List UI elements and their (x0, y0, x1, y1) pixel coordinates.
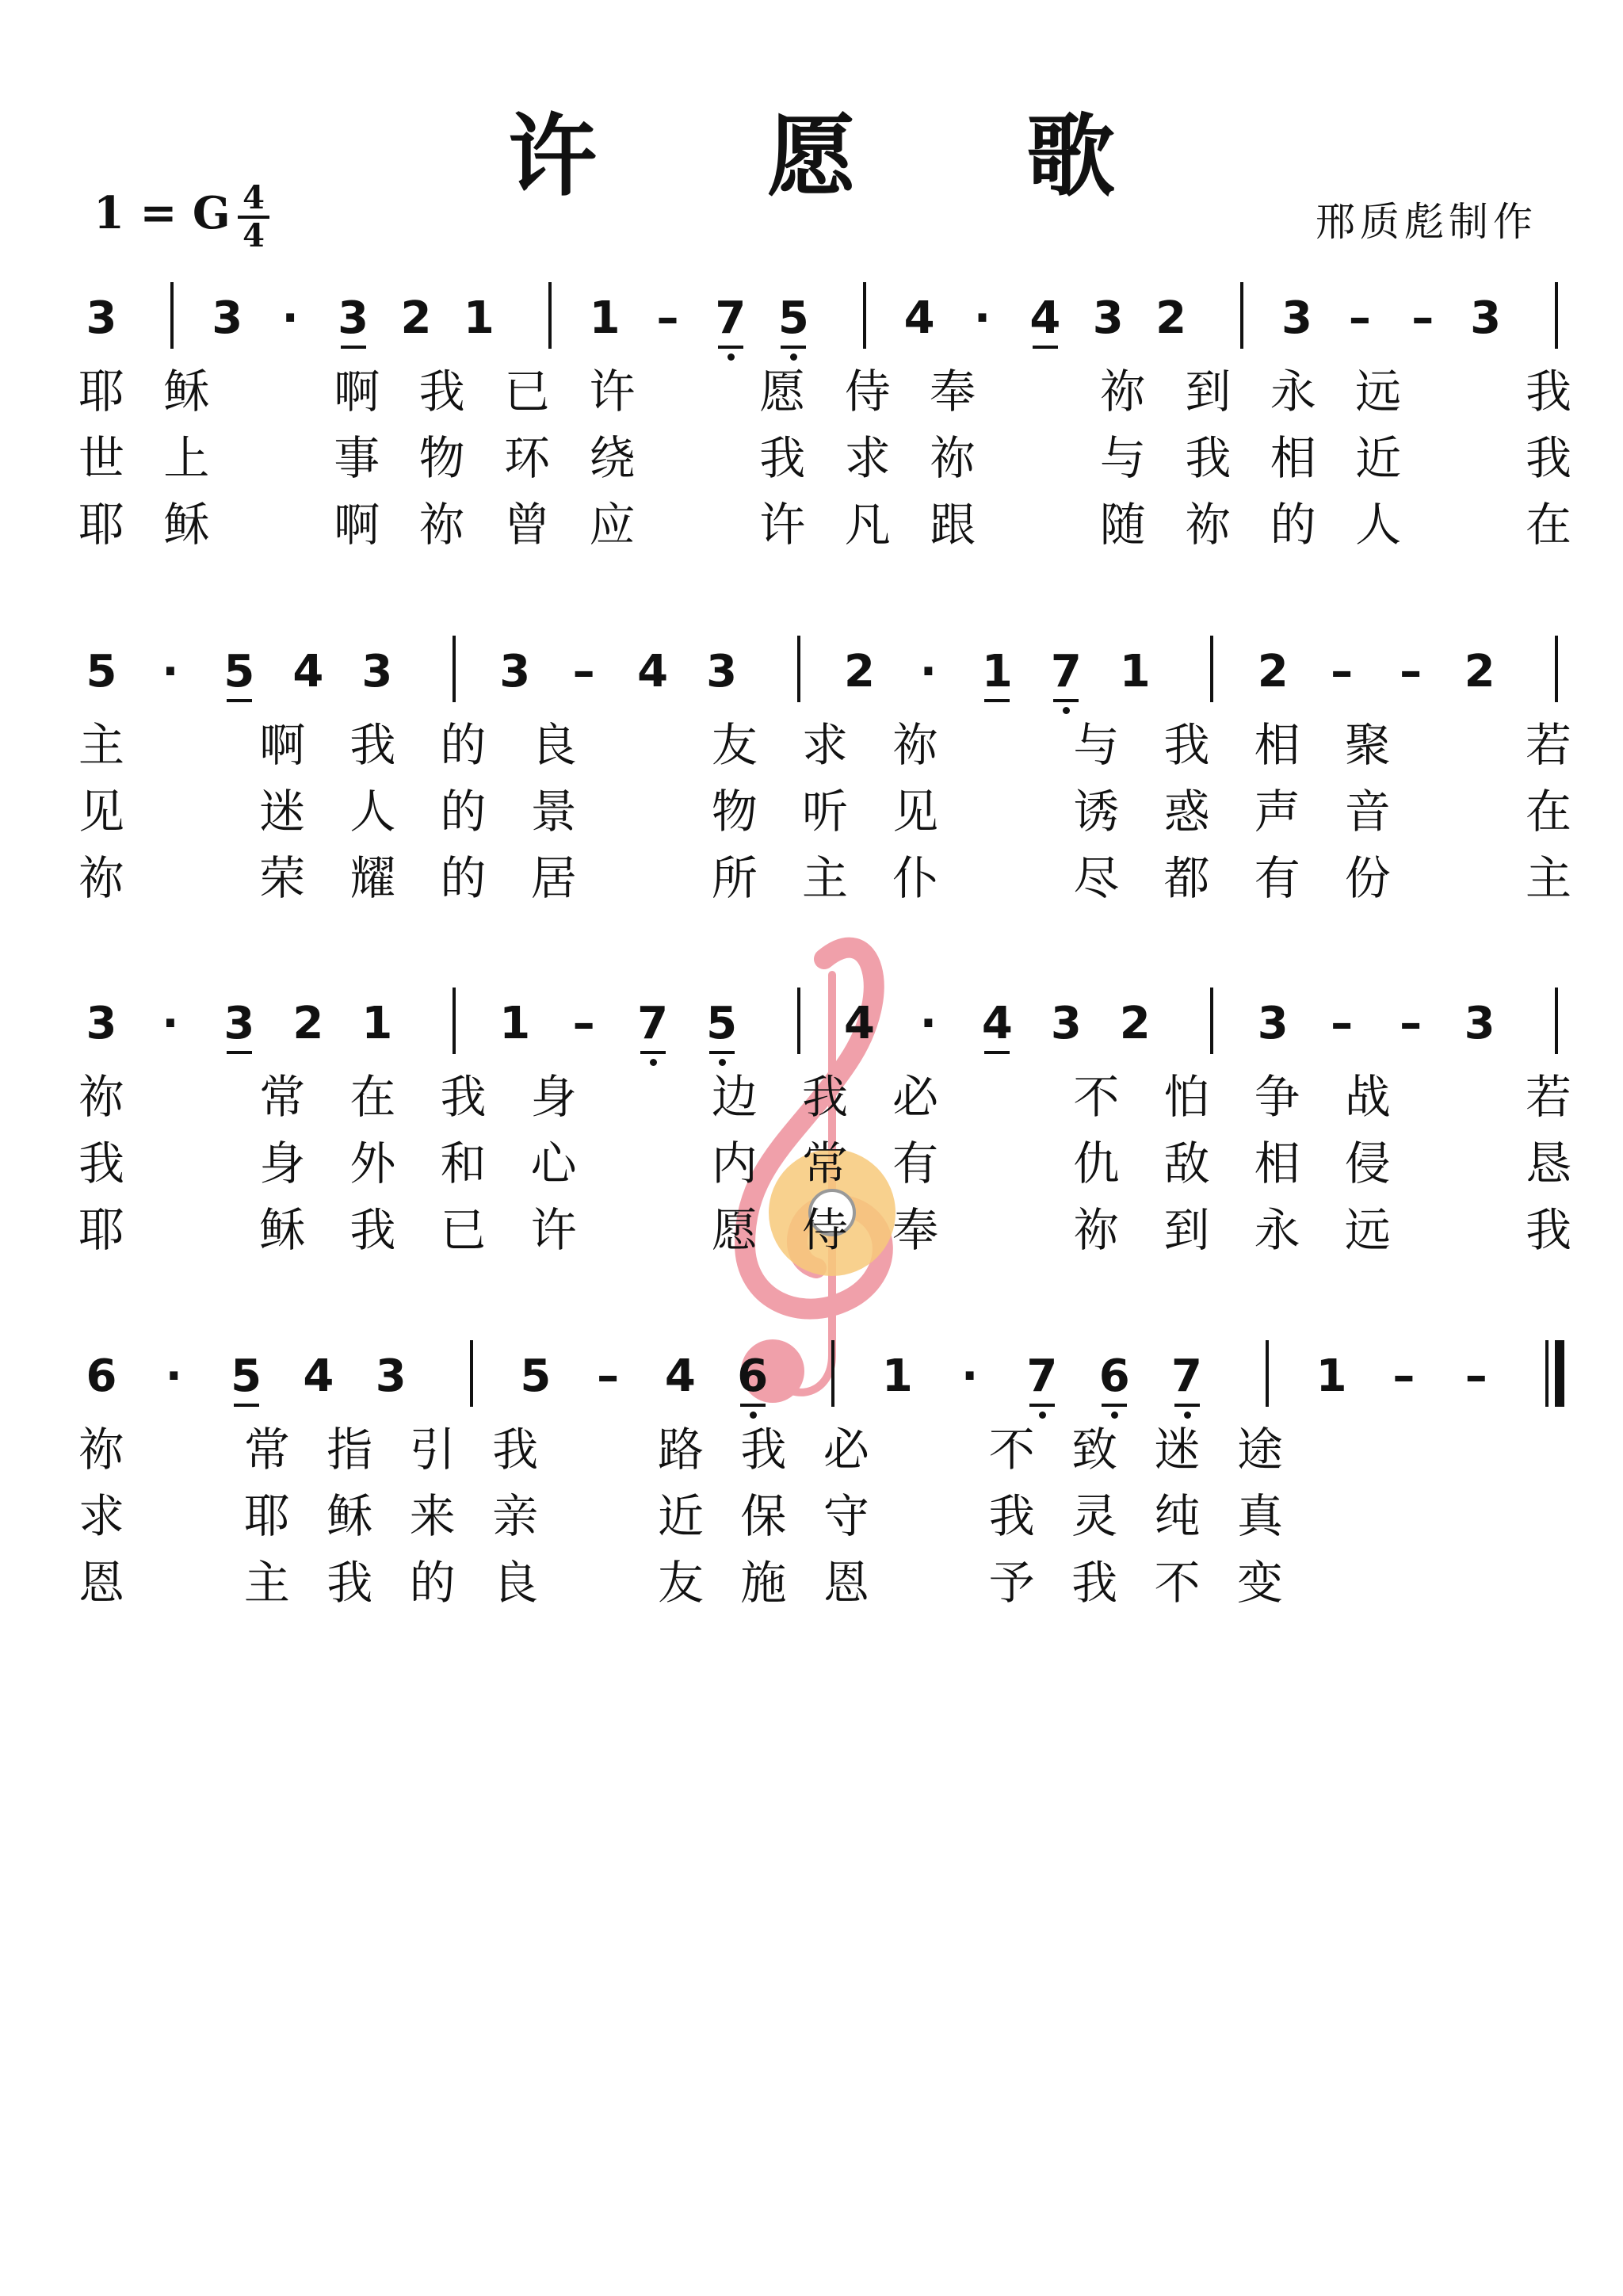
note-number: 3 (1257, 998, 1289, 1049)
lyric-char: 引 (409, 1423, 456, 1477)
lyric-char: 耀 (349, 851, 396, 905)
lower-octave-dot (790, 353, 797, 361)
barline (548, 282, 552, 349)
lyric-char: 祢 (78, 851, 124, 905)
barline (453, 636, 456, 702)
lyric-char: 主 (78, 718, 124, 772)
dash-mark: – (1411, 292, 1434, 344)
lyric-char: 内 (711, 1137, 758, 1190)
note-number: 4 (1022, 295, 1069, 342)
lower-octave-dot (1063, 707, 1070, 714)
dot-mark: · (162, 646, 179, 697)
final-barline-thin (1545, 1340, 1549, 1407)
lyric-char: 若 (1525, 1070, 1571, 1124)
lyric-char: 稣 (163, 365, 210, 418)
lyric-char: 啊 (334, 365, 380, 418)
lower-octave-dot (1039, 1412, 1046, 1419)
lyric-char: 身 (530, 1070, 577, 1124)
lyric-char: 凡 (844, 498, 891, 552)
lyric-char: 主 (1525, 851, 1571, 905)
lyric-char: 曾 (504, 498, 551, 552)
note-number: 1 (881, 1350, 913, 1402)
dot-mark: · (281, 292, 299, 344)
lyric-char: 我 (492, 1423, 539, 1477)
lyric-char: 随 (1099, 498, 1146, 552)
lyric-char: 相 (1254, 1137, 1300, 1190)
lower-octave-dot (1184, 1412, 1191, 1419)
lyric-char: 祢 (1073, 1203, 1120, 1257)
note-number: 5 (216, 648, 263, 696)
dot-mark: · (162, 998, 179, 1049)
lyric-char: 永 (1270, 365, 1316, 418)
lyric-char: 听 (801, 785, 848, 839)
lyric-char: 常 (259, 1070, 306, 1124)
lyric-char: 荣 (259, 851, 306, 905)
note-number: 1 (361, 998, 393, 1049)
lyric-char: 争 (1254, 1070, 1300, 1124)
lyric-char: 恳 (1525, 1137, 1571, 1190)
lyric-char: 惑 (1163, 785, 1210, 839)
lyric-char: 边 (711, 1070, 758, 1124)
lyric-char: 致 (1071, 1423, 1118, 1477)
barline (1266, 1340, 1269, 1407)
lyric-char: 良 (492, 1556, 539, 1610)
note-number: 3 (375, 1350, 407, 1402)
lyric-char: 在 (1525, 498, 1571, 552)
lyric-char: 愿 (711, 1203, 758, 1257)
lyric-char: 景 (530, 785, 577, 839)
lyric-char: 外 (349, 1137, 396, 1190)
lyric-char: 祢 (892, 718, 939, 772)
note-number: 4 (303, 1350, 334, 1402)
note-number: 2 (292, 998, 324, 1049)
lyric-char: 我 (801, 1070, 848, 1124)
dash-mark: – (1400, 646, 1423, 697)
lyric-char: 上 (163, 431, 210, 485)
time-signature-bottom: 4 (242, 217, 265, 254)
lyric-char: 求 (801, 718, 848, 772)
lower-octave-dot (1111, 1412, 1118, 1419)
note-number: 7 (629, 1000, 677, 1048)
lyric-char: 若 (1525, 718, 1571, 772)
note-number: 3 (1470, 292, 1502, 344)
note-number: 7 (1018, 1353, 1066, 1400)
lower-octave-dot (750, 1412, 757, 1419)
note-number: 7 (1042, 648, 1090, 696)
note-number: 6 (86, 1350, 117, 1402)
final-barline-thick (1555, 1340, 1564, 1407)
lyric-char: 的 (440, 785, 487, 839)
lyric-char: 的 (409, 1556, 456, 1610)
barline (831, 1340, 834, 1407)
lyric-char: 绕 (589, 431, 636, 485)
lyric-char: 相 (1270, 431, 1316, 485)
lyric-char: 见 (892, 785, 939, 839)
lyric-char: 啊 (259, 718, 306, 772)
dot-mark: · (165, 1350, 182, 1402)
note-number: 3 (706, 646, 738, 697)
lyric-char: 有 (1254, 851, 1300, 905)
note-number: 6 (729, 1353, 777, 1400)
lyric-char: 近 (657, 1489, 704, 1543)
barline (797, 988, 800, 1054)
dot-mark: · (919, 998, 938, 1049)
lyric-char: 份 (1344, 851, 1391, 905)
note-number: 1 (589, 292, 621, 344)
lyric-char: 奉 (892, 1203, 939, 1257)
lyric-char: 我 (1525, 1203, 1571, 1257)
lyric-char: 常 (243, 1423, 290, 1477)
lyric-char: 人 (349, 785, 396, 839)
note-number: 5 (520, 1350, 552, 1402)
lyric-char: 声 (1254, 785, 1300, 839)
key-signature: 1 = G (94, 187, 231, 239)
lyric-char: 稣 (163, 498, 210, 552)
lyric-char: 怕 (1163, 1070, 1210, 1124)
note-number: 3 (330, 295, 377, 342)
note-number: 3 (216, 1000, 263, 1048)
note-number: 3 (1050, 998, 1082, 1049)
barline (1555, 988, 1558, 1054)
lyric-char: 我 (349, 1203, 396, 1257)
lyric-char: 在 (349, 1070, 396, 1124)
lyric-char: 友 (711, 718, 758, 772)
dash-mark: – (656, 292, 679, 344)
dash-mark: – (1331, 646, 1354, 697)
lyric-char: 见 (78, 785, 124, 839)
note-number: 7 (707, 295, 754, 342)
lyric-char: 许 (530, 1203, 577, 1257)
time-signature-top: 4 (242, 179, 265, 216)
note-number: 3 (1464, 998, 1495, 1049)
lyric-char: 许 (759, 498, 806, 552)
note-number: 2 (1464, 646, 1495, 697)
dot-mark: · (960, 1350, 979, 1402)
lyric-char: 祢 (1099, 365, 1146, 418)
barline (797, 636, 800, 702)
lyric-char: 已 (504, 365, 551, 418)
lyric-char: 都 (1163, 851, 1210, 905)
note-number: 2 (1119, 998, 1151, 1049)
lyric-char: 环 (504, 431, 551, 485)
lyric-char: 指 (327, 1423, 373, 1477)
lyric-char: 尽 (1073, 851, 1120, 905)
lyric-char: 居 (530, 851, 577, 905)
note-number: 3 (1281, 292, 1312, 344)
lyric-char: 良 (530, 718, 577, 772)
lyric-char: 我 (988, 1489, 1035, 1543)
note-number: 3 (86, 998, 117, 1049)
barline (1555, 282, 1558, 349)
lyric-char: 有 (892, 1137, 939, 1190)
lyric-char: 仆 (892, 851, 939, 905)
lyric-char: 和 (440, 1137, 487, 1190)
note-number: 3 (361, 646, 393, 697)
lower-octave-dot (727, 353, 735, 361)
barline (470, 1340, 473, 1407)
lyric-char: 侵 (1344, 1137, 1391, 1190)
lyric-char: 耶 (78, 498, 124, 552)
note-number: 4 (903, 292, 935, 344)
note-number: 1 (499, 998, 531, 1049)
lyric-char: 相 (1254, 718, 1300, 772)
lyric-char: 不 (1154, 1556, 1201, 1610)
lyric-char: 应 (589, 498, 636, 552)
barline (863, 282, 866, 349)
note-number: 2 (1155, 292, 1187, 344)
lower-octave-dot (650, 1059, 657, 1066)
lyric-char: 的 (1270, 498, 1316, 552)
lyric-char: 稣 (327, 1489, 373, 1543)
lyric-char: 侍 (801, 1203, 848, 1257)
lyric-char: 仇 (1073, 1137, 1120, 1190)
note-number: 4 (292, 646, 324, 697)
barline (1240, 282, 1243, 349)
lyric-char: 耶 (78, 1203, 124, 1257)
barline (1210, 636, 1213, 702)
lyric-char: 我 (349, 718, 396, 772)
lyric-char: 我 (740, 1423, 787, 1477)
lyric-char: 常 (801, 1137, 848, 1190)
lyric-char: 世 (78, 431, 124, 485)
dash-mark: – (1348, 292, 1371, 344)
lyric-char: 啊 (334, 498, 380, 552)
lyric-char: 心 (530, 1137, 577, 1190)
lyric-char: 到 (1163, 1203, 1210, 1257)
lyric-char: 祢 (930, 431, 976, 485)
lyric-char: 施 (740, 1556, 787, 1610)
note-number: 1 (463, 292, 495, 344)
credit-text: 邢质彪制作 (1316, 199, 1537, 245)
lyric-char: 我 (78, 1137, 124, 1190)
lyric-char: 愿 (759, 365, 806, 418)
lyric-char: 灵 (1071, 1489, 1118, 1543)
lyric-char: 侍 (844, 365, 891, 418)
note-number: 5 (223, 1353, 270, 1400)
lyric-char: 奉 (930, 365, 976, 418)
lyric-char: 纯 (1154, 1489, 1201, 1543)
note-number: 3 (499, 646, 531, 697)
lyric-char: 不 (988, 1423, 1035, 1477)
lyric-char: 途 (1236, 1423, 1283, 1477)
lyric-char: 主 (801, 851, 848, 905)
note-number: 7 (1163, 1353, 1211, 1400)
lyric-char: 远 (1344, 1203, 1391, 1257)
lyric-char: 友 (657, 1556, 704, 1610)
note-number: 1 (1119, 646, 1151, 697)
lyric-char: 的 (440, 851, 487, 905)
lyric-char: 许 (589, 365, 636, 418)
dash-mark: – (572, 998, 595, 1049)
lyric-char: 祢 (418, 498, 465, 552)
lyric-char: 远 (1355, 365, 1402, 418)
time-signature (238, 179, 269, 254)
lyric-char: 我 (759, 431, 806, 485)
note-number: 5 (698, 1000, 746, 1048)
note-number: 4 (973, 1000, 1021, 1048)
lyric-char: 迷 (259, 785, 306, 839)
barline (1555, 636, 1558, 702)
note-number: 2 (1257, 646, 1289, 697)
lyric-char: 保 (740, 1489, 787, 1543)
lyric-char: 求 (844, 431, 891, 485)
lyric-char: 与 (1099, 431, 1146, 485)
note-number: 3 (86, 292, 117, 344)
lyric-char: 到 (1185, 365, 1232, 418)
lyric-char: 物 (711, 785, 758, 839)
lyric-char: 我 (1071, 1556, 1118, 1610)
lyric-char: 身 (259, 1137, 306, 1190)
lyric-char: 不 (1073, 1070, 1120, 1124)
lyric-char: 人 (1355, 498, 1402, 552)
note-number: 2 (400, 292, 432, 344)
lyric-char: 真 (1236, 1489, 1283, 1543)
lyric-char: 我 (327, 1556, 373, 1610)
lyric-char: 物 (418, 431, 465, 485)
lyric-char: 祢 (78, 1423, 124, 1477)
lyric-char: 我 (1163, 718, 1210, 772)
lyric-char: 变 (1236, 1556, 1283, 1610)
barline (453, 988, 456, 1054)
note-number: 1 (1316, 1350, 1347, 1402)
lyric-char: 求 (78, 1489, 124, 1543)
lower-octave-dot (719, 1059, 726, 1066)
lyric-char: 耶 (78, 365, 124, 418)
lyric-char: 敌 (1163, 1137, 1210, 1190)
lyric-char: 必 (892, 1070, 939, 1124)
dash-mark: – (572, 646, 595, 697)
dash-mark: – (1331, 998, 1354, 1049)
note-number: 4 (637, 646, 669, 697)
note-number: 6 (1090, 1353, 1138, 1400)
lyric-char: 所 (711, 851, 758, 905)
lyric-char: 近 (1355, 431, 1402, 485)
song-title: 许 愿 歌 (508, 105, 1185, 208)
lyric-char: 恩 (78, 1556, 124, 1610)
note-number: 5 (86, 646, 117, 697)
barline (1210, 988, 1213, 1054)
lyric-char: 已 (440, 1203, 487, 1257)
lyric-char: 亲 (492, 1489, 539, 1543)
lyric-char: 主 (243, 1556, 290, 1610)
lyric-char: 与 (1073, 718, 1120, 772)
lyric-char: 永 (1254, 1203, 1300, 1257)
lyric-char: 战 (1344, 1070, 1391, 1124)
note-number: 5 (769, 295, 817, 342)
lyric-char: 来 (409, 1489, 456, 1543)
note-number: 3 (1092, 292, 1124, 344)
lyric-char: 跟 (930, 498, 976, 552)
note-number: 1 (973, 648, 1021, 696)
lyric-char: 予 (988, 1556, 1035, 1610)
dash-mark: – (597, 1350, 620, 1402)
lyric-char: 我 (1185, 431, 1232, 485)
dash-mark: – (1400, 998, 1423, 1049)
lyric-char: 耶 (243, 1489, 290, 1543)
dot-mark: · (973, 292, 991, 344)
lyric-char: 迷 (1154, 1423, 1201, 1477)
lyric-char: 守 (823, 1489, 869, 1543)
lyric-char: 在 (1525, 785, 1571, 839)
lyric-char: 我 (1525, 365, 1571, 418)
dash-mark: – (1392, 1350, 1415, 1402)
lyric-char: 的 (440, 718, 487, 772)
lyric-char: 必 (823, 1423, 869, 1477)
lyric-char: 事 (334, 431, 380, 485)
note-number: 4 (664, 1350, 696, 1402)
lyric-char: 祢 (1185, 498, 1232, 552)
lyric-char: 聚 (1344, 718, 1391, 772)
lyric-char: 音 (1344, 785, 1391, 839)
lyric-char: 我 (1525, 431, 1571, 485)
note-number: 3 (212, 292, 243, 344)
dash-mark: – (1465, 1350, 1487, 1402)
lyric-char: 我 (418, 365, 465, 418)
dot-mark: · (919, 646, 938, 697)
lyric-char: 稣 (259, 1203, 306, 1257)
lyric-char: 诱 (1073, 785, 1120, 839)
lyric-char: 祢 (78, 1070, 124, 1124)
lyric-char: 我 (440, 1070, 487, 1124)
note-number: 2 (843, 646, 875, 697)
note-number: 4 (843, 998, 875, 1049)
lyric-char: 路 (657, 1423, 704, 1477)
barline (170, 282, 174, 349)
lyric-char: 恩 (823, 1556, 869, 1610)
